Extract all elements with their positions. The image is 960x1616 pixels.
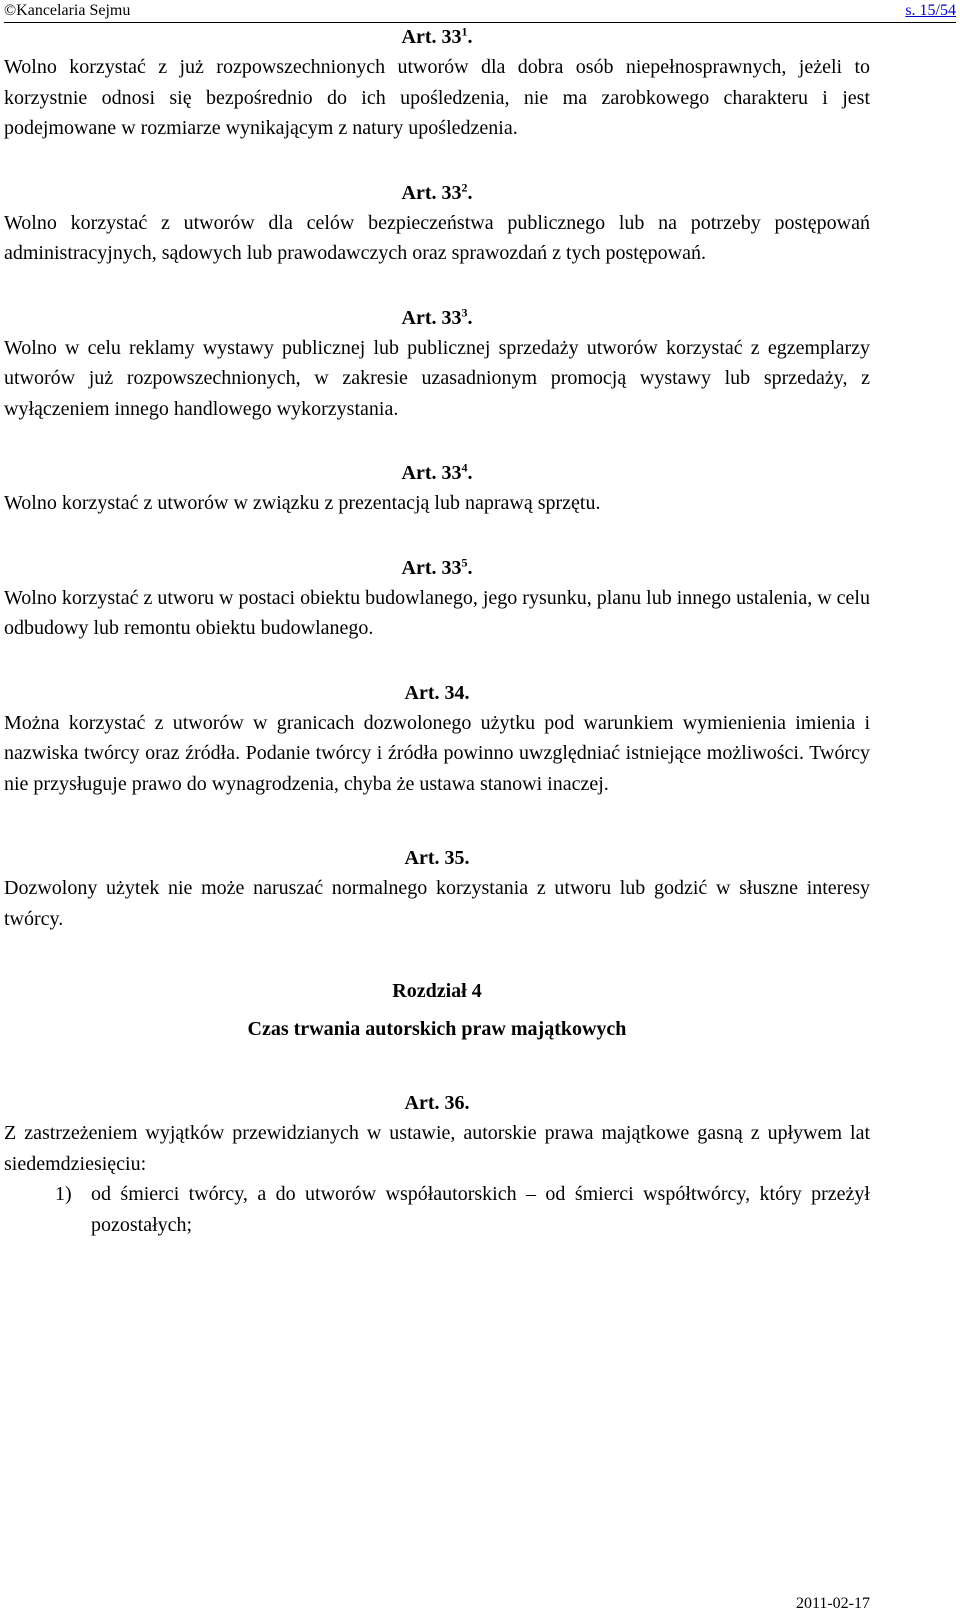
page-number-link[interactable]: s. 15/54 bbox=[905, 2, 956, 19]
article-superscript: 4 bbox=[461, 460, 468, 475]
article-35 bbox=[4, 843, 870, 934]
list-item-number: 1) bbox=[55, 1183, 72, 1205]
document-content bbox=[4, 22, 870, 1240]
article-34 bbox=[4, 678, 870, 800]
article-superscript: 5 bbox=[461, 554, 468, 569]
article-text: Wolno korzystać z utworów w związku z prezentacją lub naprawą sprzętu. bbox=[4, 492, 601, 514]
list-item bbox=[4, 1179, 870, 1240]
article-superscript: 1 bbox=[461, 24, 468, 39]
article-text: Wolno korzystać z utworów dla celów bezpieczeństwa publicznego lub na potrzeby postępowań administracyjnych, sądowych lub prawodawczych oraz sprawozdań z tych postępowań. bbox=[4, 211, 870, 264]
article-text: Wolno w celu reklamy wystawy publicznej lub publicznej sprzedaży utworów korzystać z egzemplarzy utworów już rozpowszechnionych, w zakresie uzasadnionym promocją wystawy lub sprzedaży, z wyłączeniem innego handlowego wykorzystania. bbox=[4, 336, 870, 420]
article-text: Wolno korzystać z utworu w postaci obiektu budowlanego, jego rysunku, planu lub innego ustalenia, w celu odbudowy lub remontu obiektu budowlanego. bbox=[4, 586, 870, 639]
article-title: Art. 35. bbox=[404, 847, 470, 869]
article-title: Art. $33^4$. bbox=[401, 460, 473, 484]
chapter-heading bbox=[4, 976, 870, 1044]
article-text: Dozwolony użytek nie może naruszać normalnego korzystania z utworu lub godzić w słuszne interesy twórcy. bbox=[4, 877, 870, 930]
article-36 bbox=[4, 1088, 870, 1240]
article-superscript: 3 bbox=[461, 304, 468, 319]
article-title: Art. $33^5$. bbox=[401, 554, 473, 579]
article-33-2 bbox=[4, 178, 870, 269]
article-title: Art. 34. bbox=[404, 681, 470, 704]
article-33-1 bbox=[4, 22, 870, 144]
page-header bbox=[4, 0, 956, 23]
article-text: Można korzystać z utworów w granicach dozwolonego użytku pod warunkiem wymienienia imienia i nazwiska twórcy oraz źródła. Podanie twórcy i źródła powinno uwzględniać istniejące możliwości. Twórcy nie przysługuje prawo do wynagrodzenia, chyba że ustawa stanowi inaczej. bbox=[4, 711, 870, 795]
article-33-3 bbox=[4, 303, 870, 425]
article-title: Art. $33^3$. bbox=[401, 304, 473, 329]
article-title: Art. $33^2$. bbox=[401, 179, 473, 204]
article-text: Z zastrzeżeniem wyjątków przewidzianych w ustawie, autorskie prawa majątkowe gasną z upływem lat siedemdziesięciu: bbox=[4, 1122, 870, 1175]
chapter-number: Rozdział 4 bbox=[392, 980, 482, 1002]
source-label: ©Kancelaria Sejmu bbox=[4, 2, 131, 19]
article-33-4 bbox=[4, 458, 870, 519]
article-text: Wolno korzystać z już rozpowszechnionych utworów dla dobra osób niepełnosprawnych, jeżeli to korzystnie odnosi się bezpośrednio do ich upośledzenia, nie ma zarobkowego charakteru i jest podejmowane w rozmiarze wynikającym z natury upośledzenia. bbox=[4, 56, 870, 139]
article-superscript: 2 bbox=[461, 179, 468, 194]
chapter-title: Czas trwania autorskich praw majątkowych bbox=[247, 1018, 627, 1040]
page-footer-date: 2011-02-17 bbox=[795, 1595, 870, 1612]
article-title: Art. 36. bbox=[404, 1092, 470, 1114]
list-item-text: od śmierci twórcy, a do utworów współautorskich – od śmierci współtwórcy, który przeżył pozostałych; bbox=[91, 1183, 870, 1236]
article-title: Art. $33^1$. bbox=[401, 24, 473, 48]
article-33-5 bbox=[4, 553, 870, 644]
